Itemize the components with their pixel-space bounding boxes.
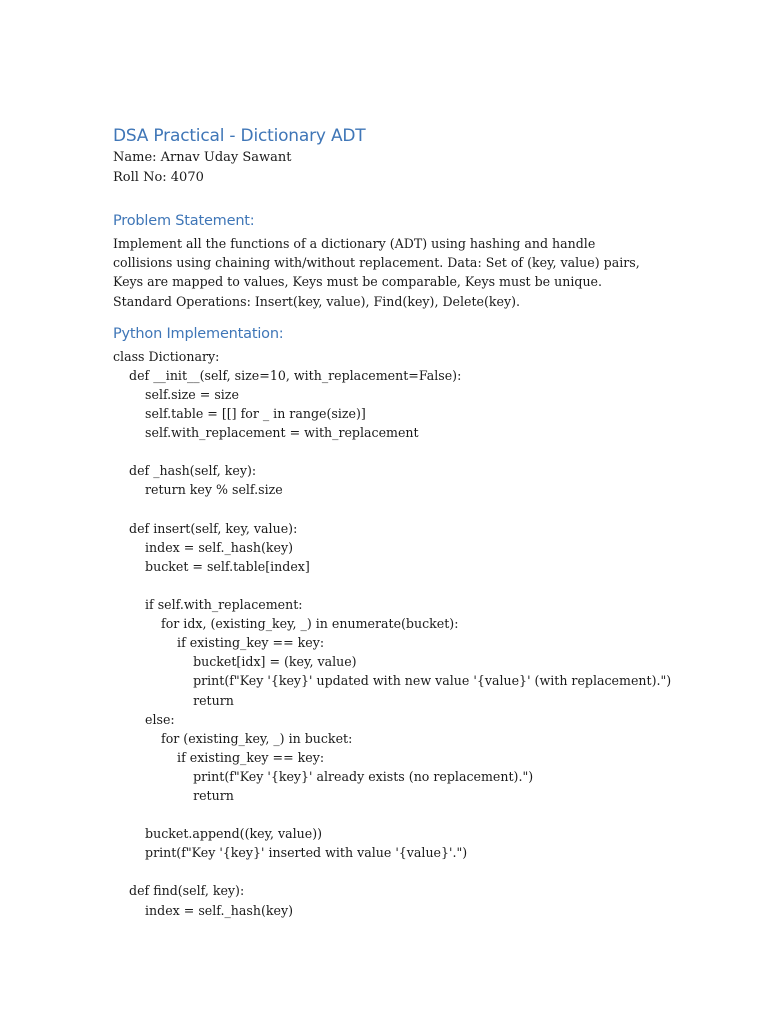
problem-statement-heading: Problem Statement: <box>113 213 255 229</box>
code-line: bucket = self.table[index] <box>113 558 310 574</box>
code-block <box>113 347 672 920</box>
code-line: print(f"Key '{key}' already exists (no replacement).") <box>113 768 534 784</box>
code-line: self.size = size <box>113 387 239 402</box>
name-line: Name: Arnav Uday Sawant <box>113 150 292 165</box>
code-line: if existing_key == key: <box>113 749 325 765</box>
roll-number-line: Roll No: 4070 <box>113 170 204 185</box>
code-line <box>113 442 658 461</box>
code-line: def find(self, key): <box>113 883 245 899</box>
code-line: return key % self.size <box>113 482 283 498</box>
code-line: index = self._hash(key) <box>113 539 294 555</box>
code-line: self.table = [[] for _ in range(size)] <box>113 406 366 422</box>
code-line: if self.with_replacement: <box>113 597 303 613</box>
document-content <box>113 124 672 920</box>
document-title: DSA Practical - Dictionary ADT <box>113 126 366 146</box>
code-line: return <box>113 787 234 803</box>
code-line: for (existing_key, _) in bucket: <box>113 730 353 746</box>
code-line <box>113 805 658 824</box>
code-line: print(f"Key '{key}' updated with new value '{value}' (with replacement).") <box>113 673 672 689</box>
code-line: def _hash(self, key): <box>113 463 257 479</box>
code-line <box>113 576 658 595</box>
code-line <box>113 862 658 881</box>
code-line: bucket[idx] = (key, value) <box>113 654 357 670</box>
code-line: index = self._hash(key) <box>113 902 294 918</box>
code-line: self.with_replacement = with_replacement <box>113 425 419 441</box>
code-line: class Dictionary: <box>113 348 220 364</box>
code-line: else: <box>113 711 175 727</box>
code-line: bucket.append((key, value)) <box>113 826 323 842</box>
code-line: if existing_key == key: <box>113 635 325 651</box>
code-line: print(f"Key '{key}' inserted with value '{value}'.") <box>113 845 468 861</box>
code-line: def insert(self, key, value): <box>113 520 298 536</box>
code-line: for idx, (existing_key, _) in enumerate(bucket): <box>113 616 459 632</box>
problem-statement-text: Implement all the functions of a dictionary (ADT) using hashing and handle collisions using chaining with/without replacement. Data: Set of (key, value) pairs, Keys are mapped to values, Keys must be comparable, Keys must be unique. Standard Operations: Insert(key, value), Find(key), Delete(key). <box>113 236 640 309</box>
code-line: return <box>113 692 234 708</box>
code-line <box>113 500 658 519</box>
python-implementation-heading: Python Implementation: <box>113 325 284 342</box>
code-line: def __init__(self, size=10, with_replacement=False): <box>113 367 462 383</box>
